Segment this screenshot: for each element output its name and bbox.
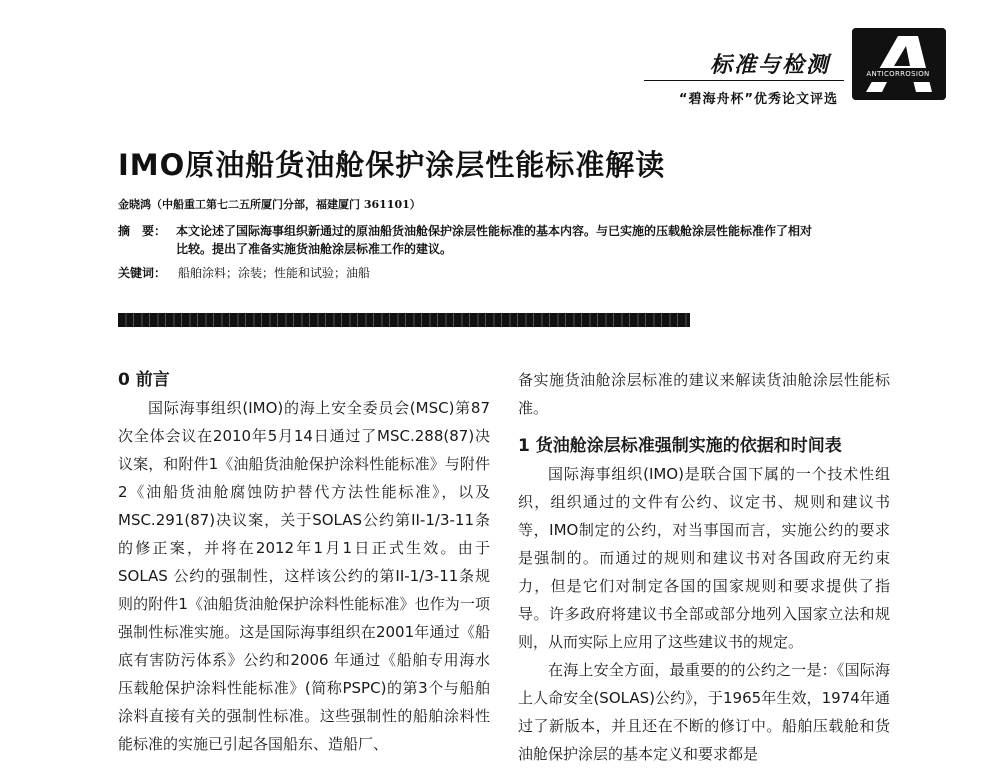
logo-a-icon xyxy=(852,28,946,100)
author-affiliation: 金晓鸿（中船重工第七二五所厦门分部，福建厦门 361101） xyxy=(118,198,421,211)
left-column xyxy=(118,366,490,758)
right-column xyxy=(518,366,890,768)
body-paragraph: 国际海事组织(IMO)的海上安全委员会(MSC)第87 次全体会议在2010年5月14日通过了MSC.288(87)决议案，和附件1《油船货油舱保护涂料性能标准》与附件2《油船货油舱腐蚀防护替代方法性能标准》，以及MSC.291(87)决议案，关于SOLAS公约第II-1/3-11条的修正案，并将在2012年1月1日正式生效。由于SOLAS 公约的强制性，这样该公约的第II-1/3-11条规则的附件1《油船货油舱保护涂料性能标准》也作为一项强制性标准实施。这是国际海事组织在2001年通过《船底有害防污体系》公约和2006 年通过《船舶专用海水压载舱保护涂料性能标准》(简称PSPC)的第3个与船舶涂料直接有关的强制性标准。这些强制性的船舶涂料性能标准的实施已引起各国船东、造船厂、 xyxy=(118,399,490,753)
keywords-value: 船舶涂料；涂装；性能和试验；油船 xyxy=(178,266,371,280)
header-rule xyxy=(644,80,844,81)
body-paragraph: 在海上安全方面，最重要的的公约之一是：《国际海上人命安全(SOLAS)公约》，于1965年生效，1974年通过了新版本，并且还在不断的修订中。船舶压载舱和货油舱保护涂层的基本定义和要求都是 xyxy=(518,661,890,763)
section-heading-1: 1 货油舱涂层标准强制实施的依据和时间表 xyxy=(518,436,842,456)
section-title: 标准与检测 xyxy=(709,52,830,78)
section-subtitle: “碧海舟杯”优秀论文评选 xyxy=(678,92,838,107)
body-paragraph: 备实施货油舱涂层标准的建议来解读货油舱涂层性能标准。 xyxy=(518,371,890,417)
body-paragraph: 国际海事组织(IMO)是联合国下属的一个技术性组织，组织通过的文件有公约、议定书、规则和建议书等，IMO制定的公约，对当事国而言，实施公约的要求是强制的。而通过的规则和建议书对各国政府无约束力，但是它们对制定各国的国家规则和要求提供了指导。许多政府将建议书全部或部分地列入国家立法和规则，从而实际上应用了这些建议书的规定。 xyxy=(518,465,890,651)
keywords-label: 关键词： xyxy=(118,266,167,280)
abstract-label: 摘 要： xyxy=(118,224,167,238)
keywords-line xyxy=(118,264,370,281)
section-heading-intro: 0 前言 xyxy=(118,370,170,390)
logo-caption: ANTICORROSION xyxy=(866,70,930,78)
abstract-text: 本文论述了国际海事组织新通过的原油船货油舱保护涂层性能标准的基本内容。与已实施的压载舱涂层性能标准作了相对比较。提出了准备实施货油舱涂层标准工作的建议。 xyxy=(176,224,813,256)
decorative-band xyxy=(118,313,690,327)
journal-logo xyxy=(852,28,946,100)
paper-title: IMO原油船货油舱保护涂层性能标准解读 xyxy=(118,148,666,182)
